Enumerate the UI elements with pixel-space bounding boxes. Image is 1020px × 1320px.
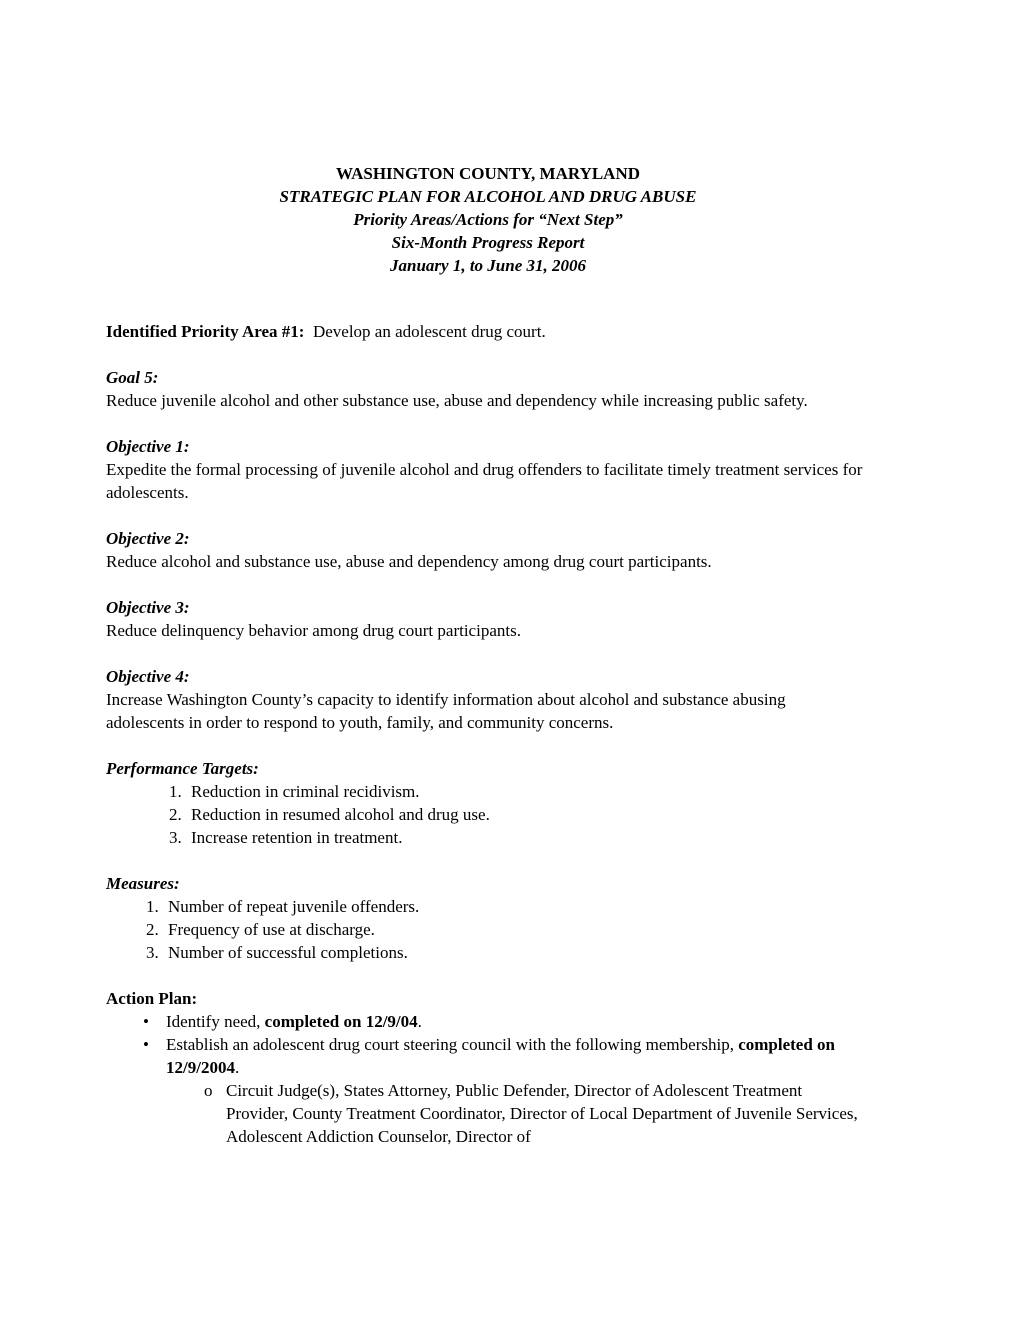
priority-text: Develop an adolescent drug court.: [312, 322, 546, 341]
objective-label: Objective 1:: [106, 437, 190, 456]
objective-text: Reduce alcohol and substance use, abuse and dependency among drug court participants.: [106, 552, 712, 571]
action-plan-list: [106, 1010, 866, 1148]
objective-label: Objective 4:: [106, 667, 190, 686]
list-item: 2. Reduction in resumed alcohol and drug use.: [169, 805, 490, 824]
list-item: • Identify need, completed on 12/9/04.: [143, 1012, 422, 1031]
list-item: 1. Number of repeat juvenile offenders.: [146, 897, 420, 916]
measures-label: Measures:: [106, 874, 180, 893]
report-title: Six-Month Progress Report: [391, 233, 585, 252]
list-item: o Circuit Judge(s), States Attorney, Public Defender, Director of Adolescent Treatment Provider, County Treatment Coordinator, Director of Local Department of Juvenile Services, Adolescent Addiction Counselor, Director of: [204, 1081, 858, 1146]
action-plan-label: Action Plan:: [106, 989, 198, 1008]
objective-3: [106, 596, 866, 642]
goal-label: Goal 5:: [106, 368, 159, 387]
plan-subtitle: Priority Areas/Actions for “Next Step”: [353, 210, 623, 229]
objective-label: Objective 3:: [106, 598, 190, 617]
objective-text: Expedite the formal processing of juvenile alcohol and drug offenders to facilitate timely treatment services for adolescents.: [106, 460, 863, 502]
circle-bullet-icon: o: [204, 1081, 213, 1100]
objective-1: [106, 435, 866, 504]
performance-targets: [106, 757, 866, 849]
bullet-icon: •: [143, 1035, 149, 1054]
priority-area: [106, 320, 866, 343]
county-title: WASHINGTON COUNTY, MARYLAND: [335, 164, 641, 183]
goal-section: [106, 366, 866, 412]
measures-list: [106, 895, 866, 964]
objective-2: [106, 527, 866, 573]
priority-label: Identified Priority Area #1:: [106, 322, 305, 341]
list-item: 2. Frequency of use at discharge.: [146, 920, 375, 939]
list-item: 1. Reduction in criminal recidivism.: [169, 782, 420, 801]
list-item: 3. Number of successful completions.: [146, 943, 408, 962]
list-item: 3. Increase retention in treatment.: [169, 828, 403, 847]
measures: [106, 872, 866, 964]
goal-text: Reduce juvenile alcohol and other substance use, abuse and dependency while increasing public safety.: [106, 391, 808, 410]
action-plan: [106, 987, 866, 1148]
action-sub-list: [166, 1079, 866, 1148]
report-period: January 1, to June 31, 2006: [390, 256, 586, 275]
objective-text: Reduce delinquency behavior among drug court participants.: [106, 621, 521, 640]
bullet-icon: •: [143, 1012, 149, 1031]
objective-text: Increase Washington County’s capacity to identify information about alcohol and substance abusing adolescents in order to respond to youth, family, and community concerns.: [106, 690, 786, 732]
document-header: [0, 162, 976, 277]
objective-4: [106, 665, 866, 734]
list-item: • Establish an adolescent drug court steering council with the following membership, completed on 12/9/2004. o Circuit Judge(s), States Attorney, Public Defender, Director of Adolescent Treatment Provider, County Treatment Coordinator, Director of Local Department of Juvenile Services, Adolescent Addiction Counselor, Director of: [166, 1033, 866, 1148]
plan-title: STRATEGIC PLAN FOR ALCOHOL AND DRUG ABUSE: [279, 187, 697, 206]
performance-list: [106, 780, 866, 849]
document-body: [106, 320, 866, 1171]
performance-label: Performance Targets:: [106, 759, 259, 778]
objective-label: Objective 2:: [106, 529, 190, 548]
